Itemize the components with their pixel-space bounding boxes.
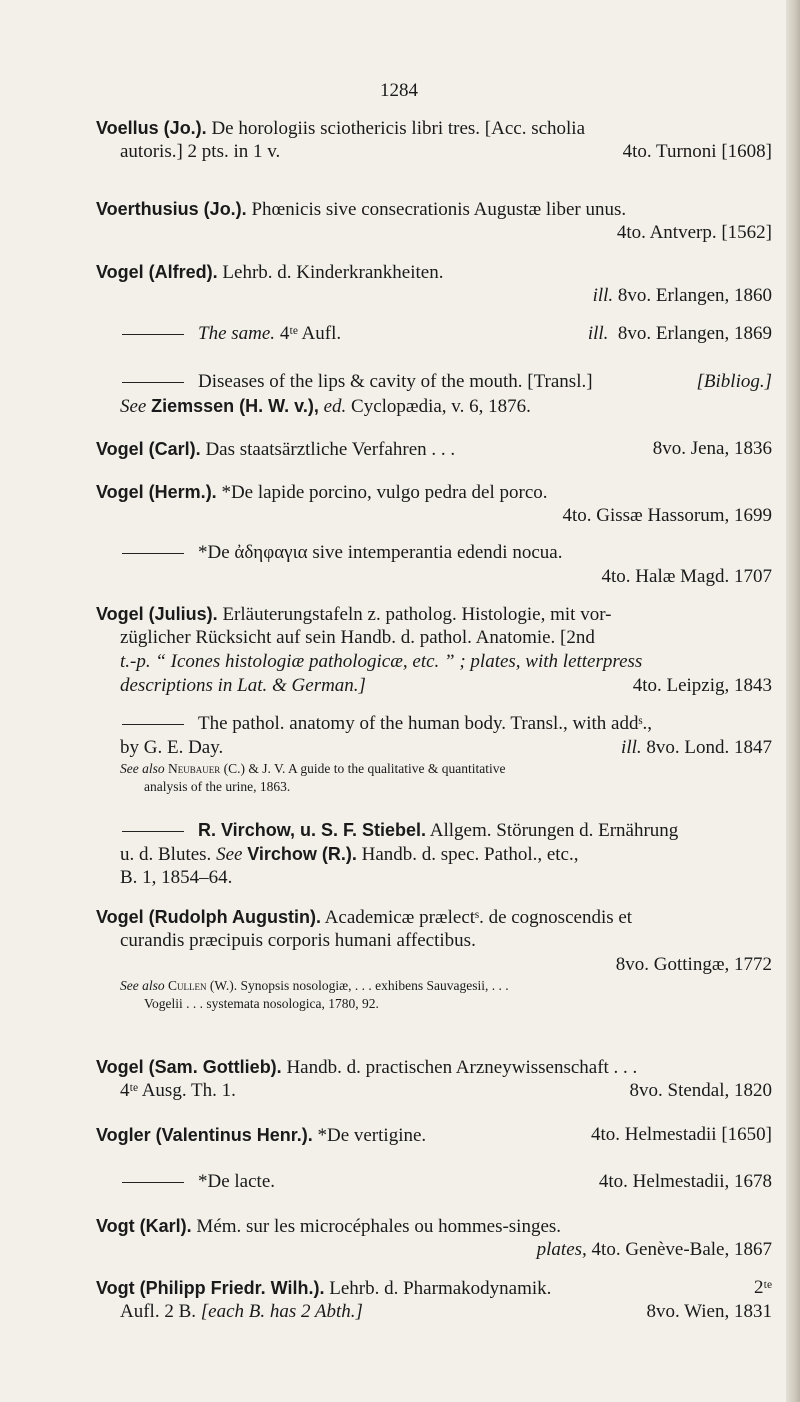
imprint: 4to. Halæ Magd. 1707 [601, 566, 772, 587]
note-text: (C.) & J. V. A guide to the qualitative & quantitative [223, 761, 506, 776]
entry-text: curandis præcipuis corporis humani affectibus. [120, 930, 476, 951]
entry-text: Phœnicis sive consecrationis Augustæ liber unus. [251, 199, 627, 220]
entry-vogt-karl [96, 1214, 772, 1262]
entry-heading: Vogt (Karl). [96, 1216, 192, 1236]
entry-text: Erläuterungstafeln z. patholog. Histologie, mit vor- [222, 604, 612, 625]
imprint: 8vo. Stendal, 1820 [629, 1080, 772, 1101]
entry-heading: Vogel (Herm.). [96, 482, 217, 502]
entry-text: Mém. sur les microcéphales ou hommes-singes. [196, 1216, 562, 1237]
entry-vogel-alfred [96, 260, 772, 308]
ditto-dash [122, 724, 184, 725]
edition: 4ᵗᵉ Aufl. [279, 323, 342, 344]
see-also-note [96, 760, 772, 796]
ditto-dash [122, 334, 184, 335]
entry-vogel-julius-anatomy [96, 712, 772, 796]
entry-text: descriptions in Lat. & German.] [120, 675, 366, 696]
ill-marker: ill. [587, 323, 609, 344]
see-label: See also [120, 978, 165, 993]
entry-heading: Voellus (Jo.). [96, 118, 207, 138]
entry-heading: Vogel (Sam. Gottlieb). [96, 1057, 282, 1077]
ditto-dash [122, 382, 184, 383]
imprint: 4to. Helmestadii [1650] [591, 1124, 772, 1145]
entry-vogel-carl [96, 437, 772, 461]
entry-vogt-philipp [96, 1276, 772, 1324]
note-text: (W.). Synopsis nosologiæ, . . . exhibens Sauvagesii, . . . [209, 978, 509, 993]
imprint: 4to. Leipzig, 1843 [632, 675, 772, 696]
note-text: Vogelii . . . systemata nosologica, 1780, 92. [144, 996, 379, 1011]
ill-marker: ill. [621, 737, 642, 758]
entry-text: Handb. d. practischen Arzneywissenschaft . . . [286, 1057, 638, 1078]
ditto-dash [122, 831, 184, 832]
entry-title: The same. [198, 323, 276, 344]
entry-vogel-julius [96, 602, 772, 698]
edition: 2ᵗᵉ [753, 1277, 772, 1298]
entry-text: *De ἀδηφαγια sive intemperantia edendi nocua. [198, 542, 563, 563]
ill-marker: ill. [592, 285, 614, 306]
note-text: analysis of the urine, 1863. [144, 779, 291, 794]
entry-text: B. 1, 1854–64. [120, 867, 233, 888]
cross-reference: Virchow (R.). [247, 844, 357, 864]
plates-marker: plates, [536, 1239, 587, 1260]
bibliog-note: [Bibliog.] [696, 371, 772, 392]
entry-text: Aufl. 2 B. [120, 1301, 196, 1322]
imprint: 4to. Helmestadii, 1678 [598, 1171, 772, 1192]
ed-label: ed. [323, 396, 347, 417]
entry-heading: Vogel (Carl). [96, 439, 201, 459]
imprint: 8vo. Lond. 1847 [646, 737, 772, 758]
see-also-note [96, 977, 772, 1013]
entry-text: Lehrb. d. Kinderkrankheiten. [222, 262, 444, 283]
imprint: 8vo. Erlangen, 1860 [617, 285, 772, 306]
entry-vogler [96, 1123, 772, 1147]
entry-vogel-sam [96, 1055, 772, 1103]
see-label: See [216, 844, 243, 865]
entry-heading: Vogel (Rudolph Augustin). [96, 907, 321, 927]
entry-text: züglicher Rücksicht auf sein Handb. d. pathol. Anatomie. [2nd [120, 627, 595, 648]
co-authors: R. Virchow, u. S. F. Stiebel. [198, 820, 427, 840]
entry-text: t.-p. “ Icones histologiæ pathologicæ, etc. ” ; plates, with letterpress [120, 651, 643, 672]
entry-text: Diseases of the lips & cavity of the mouth. [Transl.] [198, 371, 593, 392]
see-label: See [120, 396, 147, 417]
entry-note: [each B. has 2 Abth.] [200, 1301, 363, 1322]
entry-heading: Voerthusius (Jo.). [96, 199, 247, 219]
cross-reference: Neubauer [168, 761, 221, 776]
ditto-dash [122, 553, 184, 554]
entry-heading: Vogel (Alfred). [96, 262, 218, 282]
imprint: 4to. Antverp. [1562] [616, 222, 772, 243]
entry-text: Academicæ prælectˢ. de cognoscendis et [324, 907, 633, 928]
entry-text: Handb. d. spec. Pathol., etc., [361, 844, 579, 865]
entry-text: De horologiis sciothericis libri tres. [Acc. scholia [211, 118, 586, 139]
entry-text: The pathol. anatomy of the human body. Transl., with addˢ., [198, 713, 652, 734]
entry-heading: Vogel (Julius). [96, 604, 218, 624]
entry-text: u. d. Blutes. [120, 844, 212, 865]
page-number: 1284 [380, 80, 418, 101]
entry-text: *De vertigine. [317, 1125, 427, 1146]
entry-vogel-herm-2 [96, 541, 772, 589]
imprint: 8vo. Gottingæ, 1772 [615, 954, 772, 975]
entry-voerthusius [96, 197, 772, 245]
entry-vogel-alfred-same [96, 322, 772, 346]
entry-text: Allgem. Störungen d. Ernährung [429, 820, 679, 841]
entry-voellus [96, 116, 772, 164]
entry-text: Lehrb. d. Pharmakodynamik. [329, 1278, 552, 1299]
entry-heading: Vogt (Philipp Friedr. Wilh.). [96, 1278, 325, 1298]
imprint: 8vo. Wien, 1831 [646, 1301, 772, 1322]
imprint: 8vo. Jena, 1836 [652, 438, 772, 459]
entry-vogel-rudolph [96, 905, 772, 1013]
entry-vogel-julius-virchow [96, 818, 772, 890]
entry-text: Das staatsärztliche Verfahren . . . [205, 439, 456, 460]
entry-text: by G. E. Day. [120, 737, 224, 758]
page-edge-shadow [786, 0, 800, 1402]
imprint: 8vo. Erlangen, 1869 [617, 323, 772, 344]
ditto-dash [122, 1182, 184, 1183]
entry-text: Cyclopædia, v. 6, 1876. [351, 396, 531, 417]
entry-vogel-alfred-diseases [96, 370, 772, 418]
entry-text: 4ᵗᵉ Ausg. Th. 1. [120, 1080, 236, 1101]
entry-heading: Vogler (Valentinus Henr.). [96, 1125, 313, 1145]
imprint: 4to. Gissæ Hassorum, 1699 [562, 505, 772, 526]
imprint: 4to. Genève-Bale, 1867 [591, 1239, 772, 1260]
imprint: 4to. Turnoni [1608] [622, 141, 772, 162]
entry-text: autoris.] 2 pts. in 1 v. [120, 141, 281, 162]
entry-text: *De lapide porcino, vulgo pedra del porco. [221, 482, 548, 503]
cross-reference: Ziemssen (H. W. v.), [151, 396, 319, 416]
see-label: See also [120, 761, 165, 776]
cross-reference: Cullen [168, 978, 207, 993]
entry-vogel-herm [96, 480, 772, 528]
entry-text: *De lacte. [198, 1171, 276, 1192]
entry-vogler-2 [96, 1170, 772, 1194]
